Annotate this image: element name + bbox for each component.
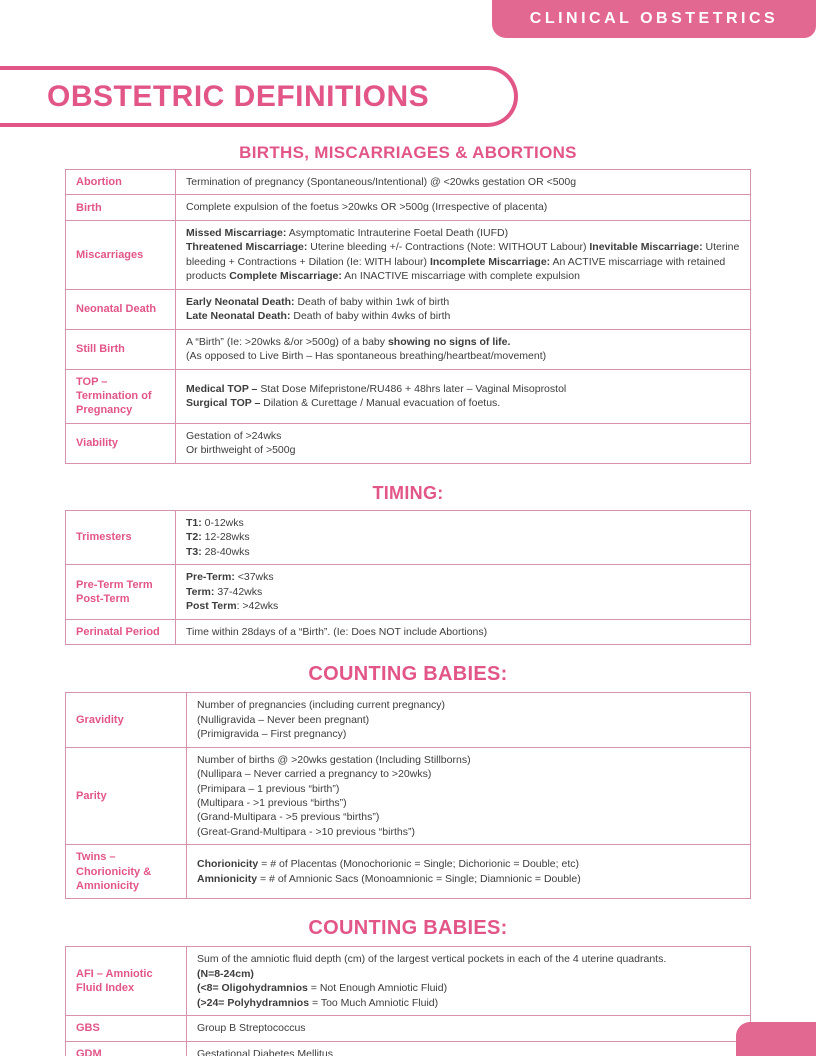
definition-line: Medical TOP – Stat Dose Mifepristone/RU486 + 48hrs later – Vaginal Misoprostol (186, 382, 567, 395)
definition-line: Number of births @ >20wks gestation (Including Stillborns) (197, 753, 471, 766)
definition-cell (187, 947, 751, 1016)
table-row (66, 565, 751, 619)
term-cell: Viability (66, 423, 176, 463)
definition-cell (187, 747, 751, 845)
definition-line: Amnionicity = # of Amnionic Sacs (Monoamnionic = Single; Diamnionic = Double) (197, 872, 581, 885)
definition-cell (176, 195, 751, 220)
table-row (66, 947, 751, 1016)
definition-cell (176, 220, 751, 289)
header-banner-title: CLINICAL OBSTETRICS (529, 10, 779, 27)
definition-line: Post Term: >42wks (186, 600, 279, 613)
table-row (66, 1041, 751, 1056)
table-row (66, 510, 751, 564)
term-cell: TOP – Termination of Pregnancy (66, 369, 176, 423)
definition-cell (176, 289, 751, 329)
definition-line: (N=8-24cm) (197, 967, 254, 980)
definition-line: (Primigravida – First pregnancy) (197, 728, 347, 741)
definition-line: (Great-Grand-Multipara - >10 previous “births”) (197, 825, 415, 838)
definition-line: Complete expulsion of the foetus >20wks OR >500g (Irrespective of placenta) (186, 201, 548, 214)
term-cell: AFI – Amniotic Fluid Index (66, 947, 187, 1016)
table-row (66, 289, 751, 329)
definition-line: (<8= Oligohydramnios = Not Enough Amniotic Fluid) (197, 982, 448, 995)
definition-line: (Nullipara – Never carried a pregnancy to >20wks) (197, 768, 432, 781)
definition-table (65, 946, 751, 1056)
definition-line: Term: 37-42wks (186, 585, 263, 598)
term-cell: GBS (66, 1016, 187, 1041)
definition-line: T3: 28-40wks (186, 545, 250, 558)
section-2 (0, 663, 816, 899)
definition-line: Chorionicity = # of Placentas (Monochorionic = Single; Dichorionic = Double; etc) (197, 858, 579, 871)
table-row (66, 747, 751, 845)
definition-line: Termination of pregnancy (Spontaneous/Intentional) @ <20wks gestation OR <500g (186, 176, 577, 188)
header-banner (492, 0, 816, 38)
section-3 (0, 917, 816, 1056)
definition-line: Threatened Miscarriage: Uterine bleeding +/- Contractions (Note: WITHOUT Labour) Inevitable Miscarriage: Uterine bleeding + Contractions + Dilation (Ie: WITH labour) Incomplete Miscarriage: An ACTIVE miscarriage with retained products Complete Miscarriage: An INACTIVE miscarriage with complete expulsion (186, 241, 740, 283)
footer-tab (736, 1022, 816, 1056)
definition-line: T1: 0-12wks (186, 516, 244, 529)
definition-table (65, 692, 751, 899)
term-cell: Birth (66, 195, 176, 220)
term-cell: Perinatal Period (66, 619, 176, 644)
table-row (66, 423, 751, 463)
definition-line: Or birthweight of >500g (186, 444, 296, 457)
table-row (66, 170, 751, 195)
definition-line: Number of pregnancies (including current pregnancy) (197, 699, 446, 712)
term-cell: Miscarriages (66, 220, 176, 289)
definition-cell (176, 510, 751, 564)
table-row (66, 845, 751, 899)
definition-line: Gestation of >24wks (186, 429, 282, 442)
definition-line: Early Neonatal Death: Death of baby within 1wk of birth (186, 295, 450, 308)
term-cell: GDM (66, 1041, 187, 1056)
definition-line: Sum of the amniotic fluid depth (cm) of the largest vertical pockets in each of the 4 uterine quadrants. (197, 953, 667, 966)
table-row (66, 195, 751, 220)
section-0 (0, 143, 816, 464)
term-cell: Neonatal Death (66, 289, 176, 329)
definition-line: Pre-Term: <37wks (186, 571, 274, 584)
definition-line: (Multipara - >1 previous “births”) (197, 797, 347, 809)
section-heading: BIRTHS, MISCARRIAGES & ABORTIONS (239, 143, 577, 162)
definition-cell (176, 619, 751, 644)
page-title-pill (0, 66, 518, 127)
definition-line: (Primipara – 1 previous “birth”) (197, 782, 340, 795)
definition-cell (176, 565, 751, 619)
term-cell: Parity (66, 747, 187, 845)
section-heading: TIMING: (372, 482, 444, 503)
term-cell: Still Birth (66, 329, 176, 369)
term-cell: Pre-Term Term Post-Term (66, 565, 176, 619)
sections-container (0, 127, 816, 1056)
definition-cell (187, 1016, 751, 1041)
definition-line: T2: 12-28wks (186, 531, 250, 544)
table-row (66, 1016, 751, 1041)
table-row (66, 329, 751, 369)
definition-line: Group B Streptococcus (197, 1022, 306, 1035)
definition-line: Missed Miscarriage: Asymptomatic Intrauterine Foetal Death (IUFD) (186, 226, 509, 239)
definition-line: (>24= Polyhydramnios = Too Much Amniotic Fluid) (197, 996, 439, 1009)
definition-line: (As opposed to Live Birth – Has spontaneous breathing/heartbeat/movement) (186, 350, 547, 363)
section-heading: COUNTING BABIES: (308, 917, 508, 940)
table-row (66, 369, 751, 423)
definition-line: Late Neonatal Death: Death of baby within 4wks of birth (186, 310, 451, 323)
term-cell: Gravidity (66, 693, 187, 747)
term-cell: Abortion (66, 170, 176, 195)
definition-cell (176, 329, 751, 369)
definition-cell (176, 170, 751, 195)
table-row (66, 220, 751, 289)
definition-line: Gestational Diabetes Mellitus (197, 1047, 333, 1056)
definition-cell (187, 1041, 751, 1056)
table-row (66, 693, 751, 747)
definition-line: A “Birth” (Ie: >20wks &/or >500g) of a baby showing no signs of life. (186, 335, 511, 348)
definition-line: (Grand-Multipara - >5 previous “births”) (197, 811, 380, 824)
definition-table (65, 510, 751, 645)
definition-line: Time within 28days of a “Birth”. (Ie: Does NOT include Abortions) (186, 625, 488, 638)
definition-line: Surgical TOP – Dilation & Curettage / Manual evacuation of foetus. (186, 397, 501, 410)
page-title: OBSTETRIC DEFINITIONS (47, 79, 430, 113)
table-row (66, 619, 751, 644)
term-cell: Twins – Chorionicity & Amnionicity (66, 845, 187, 899)
definition-cell (187, 845, 751, 899)
definition-line: (Nulligravida – Never been pregnant) (197, 713, 370, 726)
definition-cell (176, 369, 751, 423)
definition-cell (187, 693, 751, 747)
term-cell: Trimesters (66, 510, 176, 564)
section-heading: COUNTING BABIES: (308, 663, 508, 686)
definition-table (65, 169, 751, 464)
section-1 (0, 483, 816, 645)
definition-cell (176, 423, 751, 463)
